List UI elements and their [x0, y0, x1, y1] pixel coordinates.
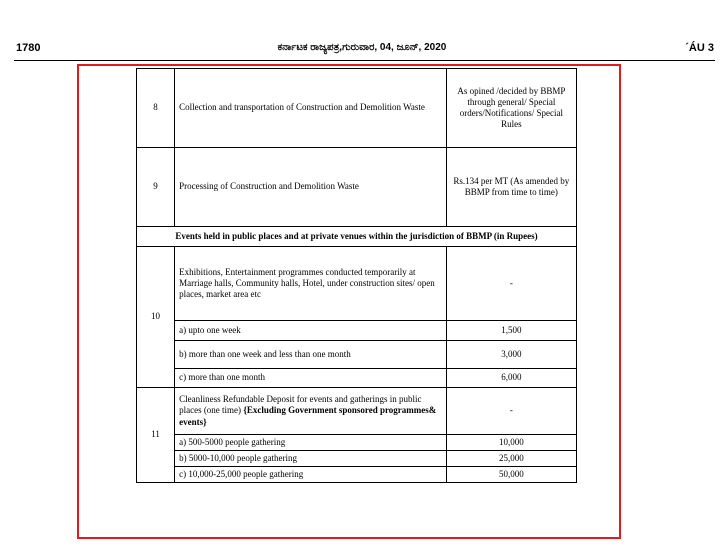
row-value: As opined /decided by BBMP through general/ Special orders/Notifications/ Special Rules: [446, 69, 576, 148]
row-value: 25,000: [446, 451, 576, 467]
row-value: 1,500: [446, 321, 576, 341]
row-description: Exhibitions, Entertainment programmes conducted temporarily at Marriage halls, Community halls, Hotel, under construction sites/ open places, market area etc: [175, 247, 447, 321]
part-label: ´ÁU 3: [685, 42, 714, 54]
gazette-header: ಕರ್ನಾಟಕ ರಾಜ್ಯಪತ್ರ,ಗುರುವಾರ, 04, ಜೂನ್, 2020: [277, 42, 447, 53]
table-row: [137, 148, 577, 227]
table-row: [137, 435, 577, 451]
row-value: 50,000: [446, 467, 576, 483]
table-row: [137, 388, 577, 435]
row-description: b) more than one week and less than one month: [175, 341, 447, 369]
row-description: c) 10,000-25,000 people gathering: [175, 467, 447, 483]
table-row: [137, 451, 577, 467]
row-description: Processing of Construction and Demolition Waste: [175, 148, 447, 227]
row-description: [175, 388, 447, 435]
row-value: -: [446, 247, 576, 321]
row-number: 10: [137, 247, 175, 388]
row-value: 10,000: [446, 435, 576, 451]
description-text: Cleanliness Refundable Deposit for events and gatherings in public places (one time): [179, 394, 422, 416]
row-description: a) upto one week: [175, 321, 447, 341]
header-rule: [14, 60, 715, 61]
row-description: c) more than one month: [175, 369, 447, 388]
table-row: [137, 369, 577, 388]
row-value: -: [446, 388, 576, 435]
table-row: [137, 69, 577, 148]
table-row: [137, 341, 577, 369]
row-value: Rs.134 per MT (As amended by BBMP from time to time): [446, 148, 576, 227]
row-value: 3,000: [446, 341, 576, 369]
table-row: [137, 227, 577, 247]
table-row: [137, 321, 577, 341]
row-number: 8: [137, 69, 175, 148]
table-row: [137, 467, 577, 483]
page-number: 1780: [16, 42, 41, 54]
row-description: Collection and transportation of Construction and Demolition Waste: [175, 69, 447, 148]
row-value: 6,000: [446, 369, 576, 388]
section-heading: Events held in public places and at private venues within the jurisdiction of BBMP (in Rupees): [137, 227, 577, 247]
row-number: 11: [137, 388, 175, 483]
row-number: 9: [137, 148, 175, 227]
table-row: [137, 247, 577, 321]
description-bold-text: {Excluding Government sponsored programmes& events}: [179, 405, 437, 427]
row-description: b) 5000-10,000 people gathering: [175, 451, 447, 467]
fees-table: [136, 68, 577, 483]
row-description: a) 500-5000 people gathering: [175, 435, 447, 451]
